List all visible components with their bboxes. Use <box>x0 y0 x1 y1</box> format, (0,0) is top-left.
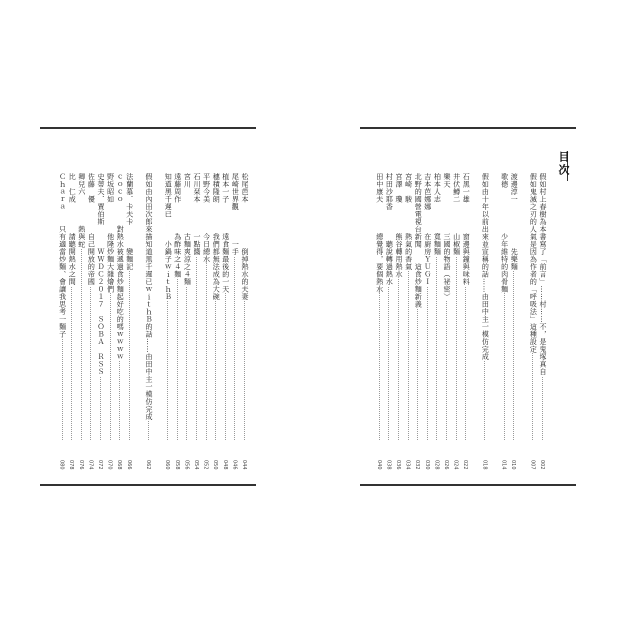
toc-title: 目次 <box>557 151 570 177</box>
toc-entry-text: 吉本芭娜娜 在廚房ＹＵＧＩ <box>423 173 432 286</box>
toc-entry <box>96 173 105 473</box>
bottom-rule <box>360 484 576 486</box>
toc-page-number: 046 <box>231 460 238 470</box>
toc-page-number: 058 <box>173 460 180 470</box>
toc-entry <box>173 173 182 473</box>
toc-entry <box>230 173 239 473</box>
toc-entry <box>67 173 76 473</box>
toc-entry-text: 村田沙耶香 聽說轉過熱水 <box>385 173 394 286</box>
toc-page-number: 028 <box>433 460 440 470</box>
toc-entry <box>452 173 461 473</box>
toc-entry <box>490 173 499 473</box>
toc-entry <box>134 173 143 473</box>
toc-entry-text: 佐藤 優 自己開放的帝國 <box>87 173 96 286</box>
toc-entry <box>528 173 537 473</box>
toc-entry-text: 田中康夫 總覺得，要個熱水 <box>375 173 384 293</box>
toc-entry <box>182 173 191 473</box>
toc-page-number: 044 <box>241 460 247 470</box>
toc-entry-text: 假如由十年以前出來並宣稱的話……由田中主一模仿完成 <box>481 173 490 361</box>
toc-entry <box>202 173 211 473</box>
toc-entry <box>394 173 403 473</box>
toc-page-number: 072 <box>97 460 103 470</box>
toc-page-number: 056 <box>183 460 190 470</box>
toc-entry-text: 平野今美 今日總水 <box>202 173 211 263</box>
toc-page-number: 007 <box>529 460 536 470</box>
toc-page-left <box>40 127 256 487</box>
toc-entry-text: 北野的國營電視台新聞 這食炒麵新義 <box>414 173 423 308</box>
toc-entry <box>480 173 489 473</box>
toc-entry <box>77 173 86 473</box>
toc-entry <box>125 173 134 473</box>
toc-entry-text: 假如由內田次郎來描知道黑千遲已ｗｉｔｈＢ的話……由田中主一模仿完成 <box>145 173 153 421</box>
toc-entry <box>211 173 220 473</box>
toc-entry <box>442 173 451 473</box>
toc-page-number: 034 <box>404 460 411 470</box>
toc-entry-text: 石黑一雄 窗邊與鐘與味料 <box>462 173 471 286</box>
toc-entry <box>404 173 413 473</box>
toc-page-number: 070 <box>106 460 113 470</box>
toc-columns-left <box>40 173 256 473</box>
toc-page-number: 036 <box>395 460 401 470</box>
toc-entry-text: 比 仁成 請聽開熱水之間 <box>68 173 77 286</box>
toc-page-number: 062 <box>145 460 151 470</box>
toc-page-number: 054 <box>193 460 199 470</box>
toc-entry <box>384 173 393 473</box>
toc-entry <box>115 173 124 473</box>
toc-entry-text: 歌德 少年維特的肉骨麵 <box>500 173 509 293</box>
toc-entry-text: 渡邊淳一 先樂麵 <box>510 173 519 271</box>
toc-page-number: 040 <box>375 460 382 470</box>
toc-entry-text: 卿兒六 熱與蛇 <box>77 173 86 248</box>
toc-page-number: 048 <box>221 460 228 470</box>
toc-entry-text: 植本一子 遠食麵最後的一天 <box>221 173 230 293</box>
toc-entry <box>519 173 528 473</box>
toc-entry-text: 宮川 古麵爽涼之４麵 <box>183 173 192 286</box>
toc-page-number: 030 <box>423 460 430 470</box>
toc-page-number: 022 <box>462 460 469 470</box>
toc-entry-text: Ｃｈａｒａ 只有適當炒麵、會讓我思考一麵子 <box>58 173 67 338</box>
toc-page-number: 026 <box>443 460 449 470</box>
toc-page-number: 060 <box>164 460 171 470</box>
toc-entry-text: 尾崎世界觀 一手 <box>231 173 240 256</box>
toc-entry <box>163 173 172 473</box>
toc-entry <box>500 173 509 473</box>
toc-entry <box>538 173 547 473</box>
top-rule <box>360 127 576 129</box>
toc-entry <box>192 173 201 473</box>
toc-entry-text: 石川栞本 一點醬 <box>193 173 201 256</box>
toc-page-number: 010 <box>510 460 517 470</box>
toc-entry-text: 宮澤 瓊 熊谷轉用熱水 <box>395 173 403 278</box>
toc-entry-text: 假如鬼滅之刃的人氣是因為作者的「呼吸法」這種設定 <box>529 173 538 353</box>
toc-entry <box>144 173 153 473</box>
toc-entry <box>58 173 67 473</box>
toc-entry-text: 假如村上春樹為本書寫了「前言」……村……不，是鬼塚真自 <box>539 173 547 376</box>
toc-entry <box>375 173 384 473</box>
toc-entry-text: 法蘭慕．卡夫卡 變麵記 <box>125 173 134 271</box>
toc-page-number: 076 <box>77 460 84 470</box>
toc-columns-right <box>360 173 576 473</box>
toc-entry-text: 野坂昭如 他隆炒麵大雜燴們 <box>106 173 115 293</box>
toc-entry <box>106 173 115 473</box>
toc-entry <box>461 173 470 473</box>
toc-entry-text: 穗積隆朗 我們都無法成為大碗 <box>212 173 221 301</box>
toc-entry <box>86 173 95 473</box>
toc-page-number: 066 <box>125 460 132 470</box>
toc-page-number: 052 <box>202 460 209 470</box>
toc-page-number: 038 <box>385 460 392 470</box>
toc-entry <box>413 173 422 473</box>
toc-entry <box>509 173 518 473</box>
toc-entry-text: ｃｏｃｏ 對熱水被遞過食炒麵起好吃的嗎ｗｗｗｗ <box>116 173 125 361</box>
toc-entry <box>432 173 441 473</box>
toc-page-number: 018 <box>481 460 488 470</box>
toc-page-right <box>360 127 576 487</box>
toc-entry-text: 遠藤周作 為酢味之４麵 <box>173 173 182 278</box>
toc-entry-text: 井伏鱒二 山椒麵 <box>452 173 461 256</box>
toc-entry <box>154 173 163 473</box>
toc-entry-text: 松尾芭本 倒掉熱水的夫妻 <box>241 173 249 301</box>
toc-entry-text: 樂天 三國的物語（祕密） <box>443 173 451 301</box>
top-rule <box>40 127 256 129</box>
toc-page-number: 050 <box>212 460 219 470</box>
toc-entry <box>423 173 432 473</box>
bottom-rule <box>40 484 256 486</box>
toc-page-number: 078 <box>68 460 75 470</box>
toc-entry-text: 知道黑千遲已 小鍋子ｗｉｔｈＢ <box>164 173 173 301</box>
toc-page-number: 002 <box>539 460 545 470</box>
toc-entry-text: 宮崎 駿 熱氣的香氣 <box>404 173 413 271</box>
toc-page-number: 080 <box>58 460 65 470</box>
toc-entry-text: 柏本人志 寬麵麵 <box>433 173 442 256</box>
toc-page-number: 014 <box>500 460 507 470</box>
toc-entry <box>471 173 480 473</box>
toc-page-number: 068 <box>116 460 123 470</box>
toc-page-number: 032 <box>414 460 421 470</box>
toc-entry-text: 史蒂夫．賈伯斯 ＷＷＤＣ２０１７ ＳＯＢＡ ＲＳＳ <box>97 173 105 376</box>
toc-entry <box>240 173 249 473</box>
toc-page-number: 024 <box>452 460 459 470</box>
toc-entry <box>221 173 230 473</box>
toc-page-number: 074 <box>87 460 94 470</box>
